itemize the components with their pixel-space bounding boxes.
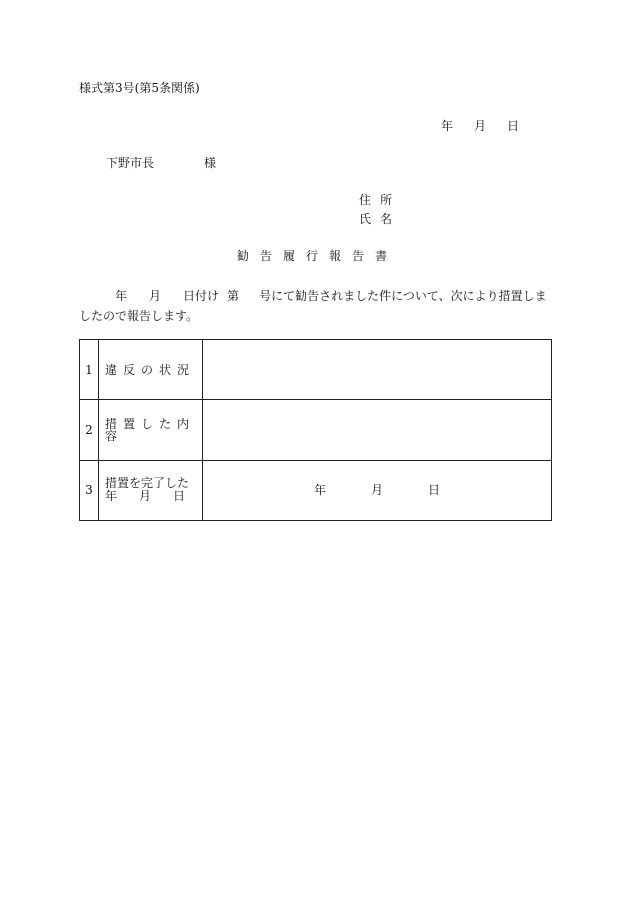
table-row [80, 460, 552, 520]
row-label [99, 400, 203, 460]
body-year-label: 年 [115, 289, 128, 303]
label-month: 月 [139, 489, 152, 504]
address-label: 住所 [359, 193, 402, 207]
label-day: 日 [173, 489, 186, 504]
body-number-prefix: 第 [227, 289, 240, 303]
date-month-label: 月 [474, 119, 487, 133]
date-line [441, 120, 519, 132]
form-number: 様式第3号(第5条関係) [79, 81, 200, 95]
value-year: 年 [313, 483, 326, 498]
date-year-label: 年 [441, 119, 454, 133]
name-label: 氏名 [359, 212, 402, 226]
body-dated-label: 日付け [183, 289, 220, 303]
report-table [79, 339, 552, 521]
row-label [99, 460, 203, 520]
row-number: 1 [80, 340, 99, 400]
value-month: 月 [370, 483, 383, 498]
completion-label-line1: 措置を完了した [105, 476, 190, 491]
measures-taken-field[interactable] [203, 400, 552, 460]
body-main-text: 号にて勧告されました件について、次により措置しましたので報告します。 [79, 289, 547, 323]
body-month-label: 月 [149, 289, 162, 303]
body-text [79, 286, 554, 326]
row-number: 2 [80, 400, 99, 460]
addressee-honorific: 様 [204, 156, 217, 170]
violation-status-label: 違反の状況 [105, 362, 196, 377]
document-title: 勧告履行報告書 [237, 249, 399, 263]
addressee-name: 下野市長 [106, 156, 155, 170]
table-row [80, 400, 552, 460]
table-row [80, 340, 552, 400]
completion-label-line2 [105, 490, 202, 503]
row-label [99, 340, 203, 400]
measures-taken-label: 措置した内容 [105, 416, 196, 443]
completion-date-label [105, 477, 202, 503]
row-number: 3 [80, 460, 99, 520]
addressee [106, 157, 216, 169]
completion-date-field[interactable] [203, 460, 552, 520]
date-day-label: 日 [507, 119, 520, 133]
value-day: 日 [428, 483, 441, 498]
label-year: 年 [105, 489, 118, 504]
violation-status-field[interactable] [203, 340, 552, 400]
